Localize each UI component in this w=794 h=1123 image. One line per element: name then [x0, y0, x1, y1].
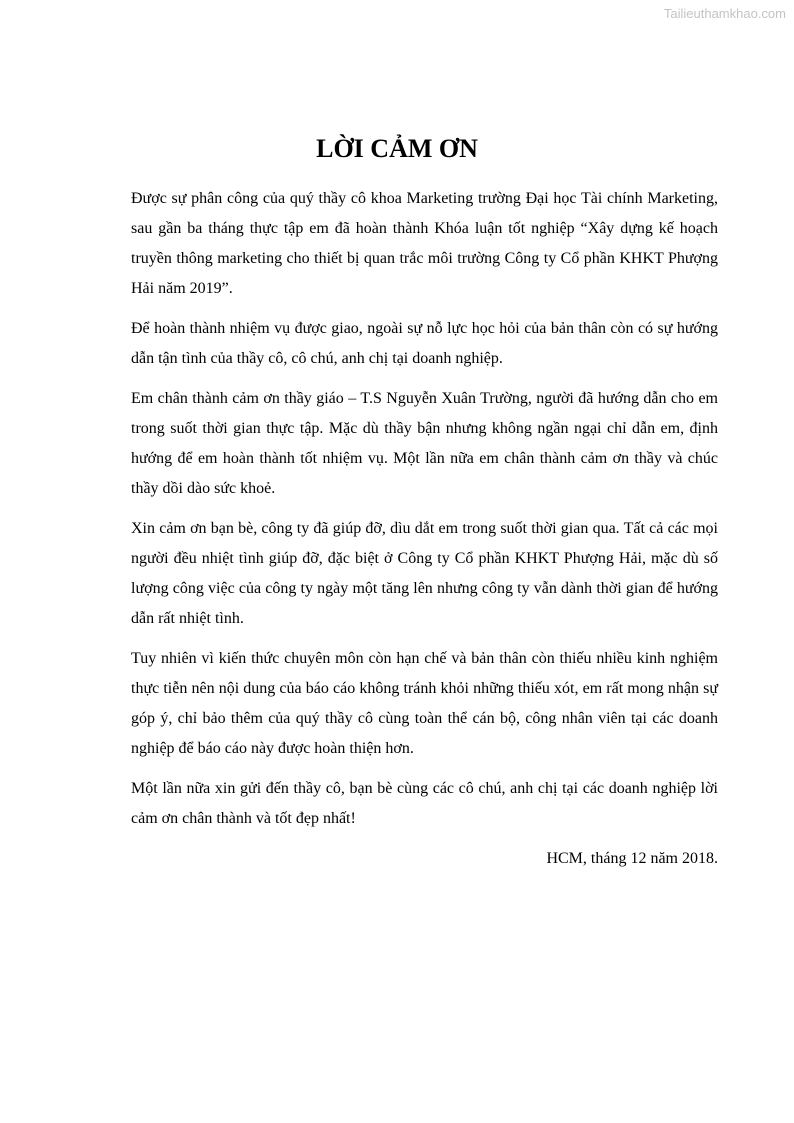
watermark-text: Tailieuthamkhao.com: [663, 6, 786, 21]
paragraph-limitations: Tuy nhiên vì kiến thức chuyên môn còn hạn chế và bản thân còn thiếu nhiều kinh nghiệm thực tiễn nên nội dung của báo cáo không tránh khỏi những thiếu xót, em rất mong nhận sự góp ý, chỉ bảo thêm của quý thầy cô cùng toàn thể cán bộ, công nhân viên tại các doanh nghiệp để báo cáo này được hoàn thiện hơn.: [131, 650, 718, 757]
signature-date: HCM, tháng 12 năm 2018.: [546, 850, 718, 867]
paragraph-advisor-thanks: Em chân thành cảm ơn thầy giáo – T.S Nguyễn Xuân Trường, người đã hướng dẫn cho em trong suốt thời gian thực tập. Mặc dù thầy bận nhưng không ngần ngại chỉ dẫn em, định hướng để em hoàn thành tốt nhiệm vụ. Một lần nữa em chân thành cảm ơn thầy và chúc thầy dồi dào sức khoẻ.: [131, 390, 718, 497]
paragraph-guidance: Để hoàn thành nhiệm vụ được giao, ngoài sự nỗ lực học hỏi của bản thân còn có sự hướng dẫn tận tình của thầy cô, cô chú, anh chị tại doanh nghiệp.: [131, 320, 718, 367]
document-body: [131, 184, 718, 874]
paragraph-closing: Một lần nữa xin gửi đến thầy cô, bạn bè cùng các cô chú, anh chị tại các doanh nghiệp lời cảm ơn chân thành và tốt đẹp nhất!: [131, 780, 718, 827]
paragraph-company-thanks: Xin cảm ơn bạn bè, công ty đã giúp đỡ, dìu dắt em trong suốt thời gian qua. Tất cả các mọi người đều nhiệt tình giúp đỡ, đặc biệt ở Công ty Cổ phần KHKT Phượng Hải, mặc dù số lượng công việc của công ty ngày một tăng lên nhưng công ty vẫn dành thời gian để hướng dẫn rất nhiệt tình.: [131, 520, 718, 627]
paragraph-intro: Được sự phân công của quý thầy cô khoa Marketing trường Đại học Tài chính Marketing, sau gần ba tháng thực tập em đã hoàn thành Khóa luận tốt nghiệp “Xây dựng kế hoạch truyền thông marketing cho thiết bị quan trắc môi trường Công ty Cổ phần KHKT Phượng Hải năm 2019”.: [131, 190, 718, 297]
page-title: LỜI CẢM ƠN: [316, 134, 478, 163]
